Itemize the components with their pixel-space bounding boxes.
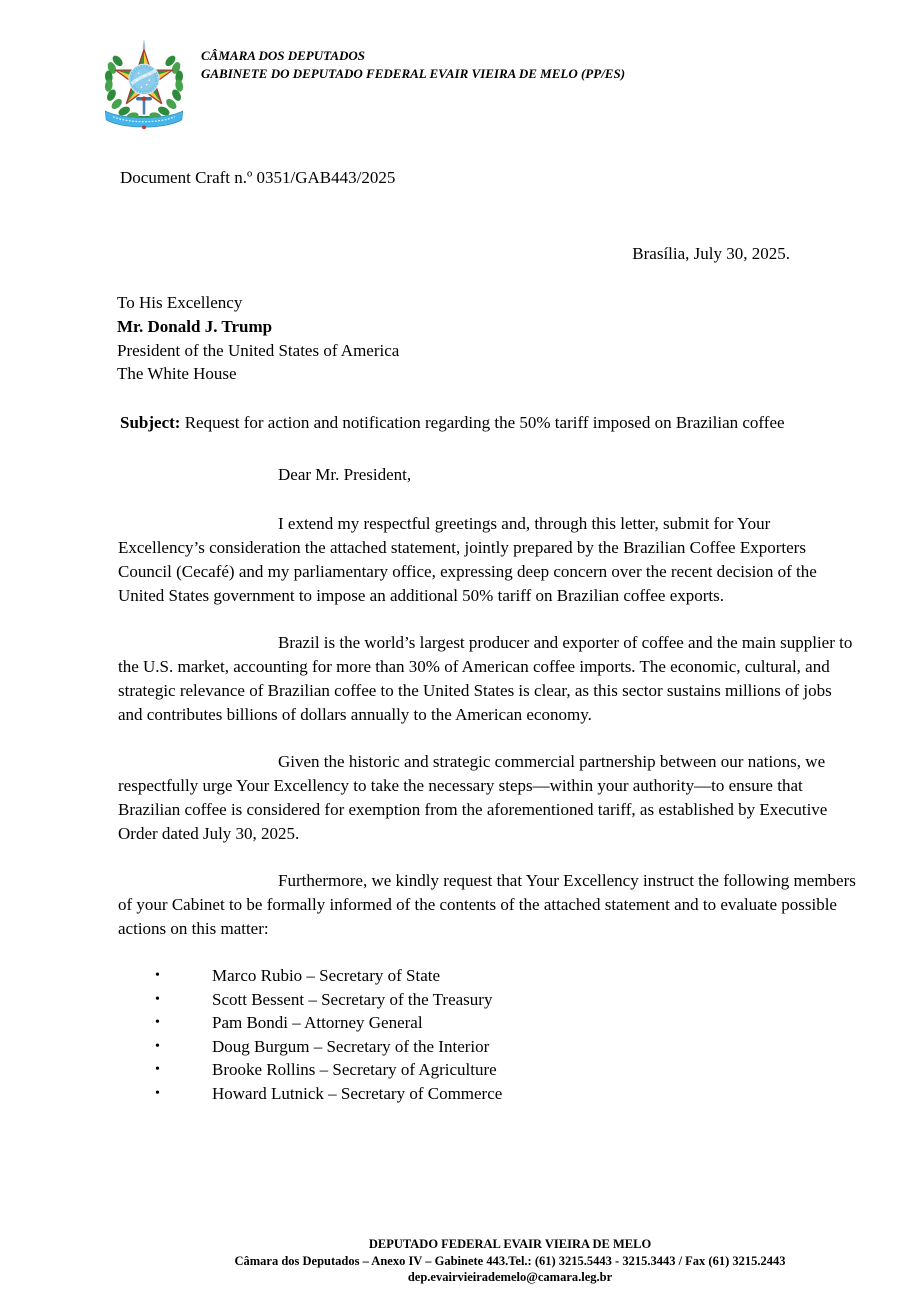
letter-body	[118, 512, 858, 1105]
cabinet-list-item	[118, 1011, 858, 1035]
recipient-honorific: To His Excellency	[117, 293, 243, 312]
cabinet-member-text: Scott Bessent – Secretary of the Treasury	[212, 989, 493, 1009]
paragraph-exemption-request: Given the historic and strategic commercial partnership between our nations, we respectfully urge Your Excellency to take the necessary steps—within your authority—to ensure that Brazilian coffee is considered for exemption from the aforementioned tariff, as established by Executive Order dated July 30, 2025.	[118, 752, 828, 843]
subject-label: Subject:	[120, 413, 181, 432]
cabinet-member-text: Howard Lutnick – Secretary of Commerce	[212, 1083, 503, 1103]
bullet-icon: •	[155, 1015, 160, 1030]
org-name: CÂMARA DOS DEPUTADOS	[201, 48, 365, 63]
paragraph-greeting: I extend my respectful greetings and, through this letter, submit for Your Excellency’s consideration the attached statement, jointly prepared by the Brazilian Coffee Exporters Council (Cecafé) and my parliamentary office, expressing deep concern over the recent decision of the United States government to impose an additional 50% tariff on Brazilian coffee exports.	[118, 514, 817, 605]
document-number: Document Craft n.º 0351/GAB443/2025	[120, 168, 396, 187]
footer-deputy-name: DEPUTADO FEDERAL EVAIR VIEIRA DE MELO	[368, 1237, 652, 1251]
cabinet-list-item	[118, 1058, 858, 1082]
cabinet-member-text: Marco Rubio – Secretary of State	[212, 966, 441, 985]
bullet-icon: •	[155, 968, 160, 983]
recipient-address: The White House	[117, 364, 237, 384]
brazil-coat-of-arms-icon	[100, 37, 188, 134]
subject-text: Request for action and notification regarding the 50% tariff imposed on Brazilian coffee	[184, 413, 785, 432]
cabinet-member-text: Pam Bondi – Attorney General	[212, 1013, 423, 1032]
recipient-name: Mr. Donald J. Trump	[117, 316, 273, 336]
recipient-title: President of the United States of America	[117, 340, 400, 360]
bullet-icon: •	[155, 1038, 160, 1054]
recipient-block	[117, 291, 399, 386]
org-office: GABINETE DO DEPUTADO FEDERAL EVAIR VIEIRA DE MELO (PP/ES)	[201, 66, 626, 81]
bullet-icon: •	[155, 1062, 160, 1077]
date-line: Brasília, July 30, 2025.	[632, 244, 790, 263]
cabinet-list	[118, 964, 858, 1105]
letter-footer	[170, 1236, 850, 1286]
cabinet-list-item	[118, 1035, 858, 1059]
cabinet-list-item	[118, 1082, 858, 1106]
footer-address-phone: Câmara dos Deputados – Anexo IV – Gabinete 443.Tel.: (61) 3215.5443 - 3215.3443 / Fax (61) 3215.2443	[234, 1253, 786, 1268]
cabinet-member-text: Doug Burgum – Secretary of the Interior	[212, 1036, 490, 1056]
paragraph-brazil-coffee: Brazil is the world’s largest producer and exporter of coffee and the main supplier to the U.S. market, accounting for more than 30% of American coffee imports. The economic, cultural, and strategic relevance of Brazilian coffee to the United States is clear, as this sector sustains millions of jobs and contributes billions of dollars annually to the American economy.	[118, 633, 853, 724]
footer-email: dep.evairvieirademelo@camara.leg.br	[407, 1270, 613, 1284]
bullet-icon: •	[155, 991, 160, 1007]
cabinet-list-item	[118, 964, 858, 988]
salutation: Dear Mr. President,	[278, 465, 412, 484]
paragraph-cabinet-request: Furthermore, we kindly request that Your Excellency instruct the following members of your Cabinet to be formally informed of the contents of the attached statement and to evaluate possible actions on this matter:	[118, 871, 856, 938]
cabinet-member-text: Brooke Rollins – Secretary of Agriculture	[212, 1060, 497, 1079]
subject-line	[120, 409, 835, 436]
cabinet-list-item	[118, 988, 858, 1012]
bullet-icon: •	[155, 1085, 160, 1101]
